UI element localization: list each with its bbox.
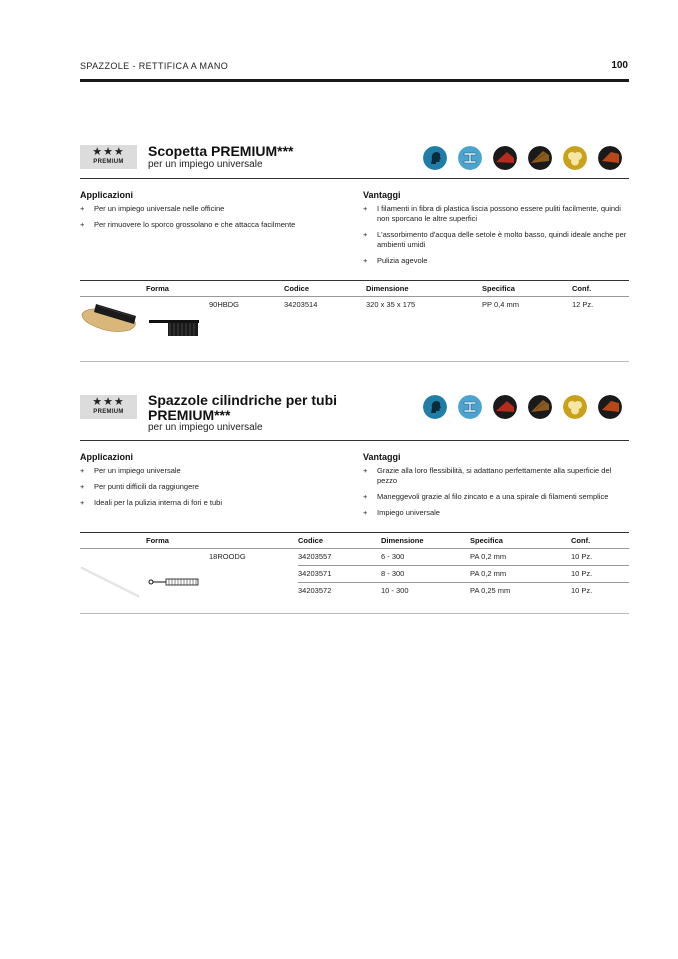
premium-badge — [80, 395, 137, 419]
applicazioni-block — [80, 452, 350, 514]
col-header-codice: Codice — [298, 536, 324, 545]
cell-codice: 34203514 — [284, 300, 318, 309]
table-top-rule — [80, 532, 629, 533]
application-icons — [423, 146, 622, 170]
applicazioni-heading: Applicazioni — [80, 452, 134, 462]
list-item: + Impiego universale — [363, 508, 629, 518]
section-end-rule — [80, 361, 629, 362]
paint-brush-icon — [493, 395, 517, 419]
cell-specifica: PA 0,2 mm — [470, 569, 507, 578]
application-icons — [423, 395, 622, 419]
col-header-conf: Conf. — [571, 536, 591, 545]
cell-conf: 10 Pz. — [571, 552, 593, 561]
head-profile-icon — [423, 146, 447, 170]
product-subtitle: per un impiego universale — [148, 422, 263, 433]
cell-specifica: PA 0,2 mm — [470, 552, 507, 561]
head-profile-icon — [423, 395, 447, 419]
header-rule — [80, 79, 629, 82]
cell-codice: 34203571 — [298, 569, 332, 578]
vantaggi-block — [363, 452, 629, 524]
steel-beam-icon — [458, 395, 482, 419]
list-item: + Per un impiego universale — [80, 466, 350, 476]
table-header-rule — [80, 548, 629, 549]
section-end-rule — [80, 613, 629, 614]
list-item: + Grazie alla loro flessibilità, si adattano perfettamente alla superficie del pezzo — [363, 466, 629, 486]
forma-code: 18ROODG — [209, 552, 246, 561]
list-item: + Per rimuovere lo sporco grossolano e che attacca facilmente — [80, 220, 350, 230]
row-rule — [298, 565, 629, 566]
paint-brush-icon — [493, 146, 517, 170]
wood-plank-icon — [528, 395, 552, 419]
badge-stars: ★★★ — [92, 146, 125, 158]
badge-stars: ★★★ — [92, 396, 125, 408]
vantaggi-heading: Vantaggi — [363, 452, 401, 462]
cell-dimensione: 320 x 35 x 175 — [366, 300, 416, 309]
cell-codice: 34203557 — [298, 552, 332, 561]
cell-specifica: PA 0,25 mm — [470, 586, 511, 595]
premium-badge — [80, 145, 137, 169]
applicazioni-heading: Applicazioni — [80, 190, 134, 200]
col-header-specifica: Specifica — [482, 284, 515, 293]
list-item: + L'assorbimento d'acqua delle setole è molto basso, quindi ideale anche per ambienti umidi — [363, 230, 629, 250]
col-header-codice: Codice — [284, 284, 310, 293]
applicazioni-block — [80, 190, 350, 236]
list-item: + Ideali per la pulizia interna di fori e tubi — [80, 498, 350, 508]
stone-surface-icon — [598, 146, 622, 170]
list-item: + I filamenti in fibra di plastica liscia possono essere puliti facilmente, quindi non sporcano le altre superfici — [363, 204, 629, 224]
wood-plank-icon — [528, 146, 552, 170]
col-header-specifica: Specifica — [470, 536, 503, 545]
tube-brush-image — [80, 565, 142, 599]
product-title: Scopetta PREMIUM*** — [148, 143, 294, 159]
cell-conf: 10 Pz. — [571, 569, 593, 578]
table-header-rule — [80, 296, 629, 297]
row-rule — [298, 582, 629, 583]
cell-specifica: PP 0,4 mm — [482, 300, 519, 309]
cell-codice: 34203572 — [298, 586, 332, 595]
vantaggi-block — [363, 190, 629, 272]
list-item: + Maneggevoli grazie al filo zincato e a una spirale di filamenti semplice — [363, 492, 629, 502]
stone-surface-icon — [598, 395, 622, 419]
badge-label: PREMIUM — [93, 159, 124, 165]
table-top-rule — [80, 280, 629, 281]
material-circles-icon — [563, 146, 587, 170]
col-header-conf: Conf. — [572, 284, 592, 293]
col-header-dimensione: Dimensione — [381, 536, 424, 545]
list-item: + Per punti difficili da raggiungere — [80, 482, 350, 492]
hand-brush-image — [80, 300, 138, 340]
cell-dimensione: 6 - 300 — [381, 552, 405, 561]
forma-code: 90HBDG — [209, 300, 240, 309]
list-item: + Pulizia agevole — [363, 256, 629, 266]
brush-profile-drawing — [148, 318, 200, 338]
badge-label: PREMIUM — [93, 409, 124, 415]
page-number: 100 — [611, 60, 628, 71]
tube-brush-drawing — [148, 577, 200, 587]
cell-conf: 12 Pz. — [572, 300, 594, 309]
cell-dimensione: 8 - 300 — [381, 569, 405, 578]
steel-beam-icon — [458, 146, 482, 170]
material-circles-icon — [563, 395, 587, 419]
product-subtitle: per un impiego universale — [148, 159, 263, 170]
section-rule — [80, 178, 629, 179]
cell-dimensione: 10 - 300 — [381, 586, 409, 595]
section-rule — [80, 440, 629, 441]
vantaggi-heading: Vantaggi — [363, 190, 401, 200]
col-header-forma: Forma — [146, 284, 169, 293]
running-header-title: SPAZZOLE - RETTIFICA A MANO — [80, 61, 229, 71]
col-header-dimensione: Dimensione — [366, 284, 409, 293]
product-title: Spazzole cilindriche per tubi PREMIUM*** — [148, 392, 338, 423]
cell-conf: 10 Pz. — [571, 586, 593, 595]
list-item: + Per un impiego universale nelle officine — [80, 204, 350, 214]
col-header-forma: Forma — [146, 536, 169, 545]
